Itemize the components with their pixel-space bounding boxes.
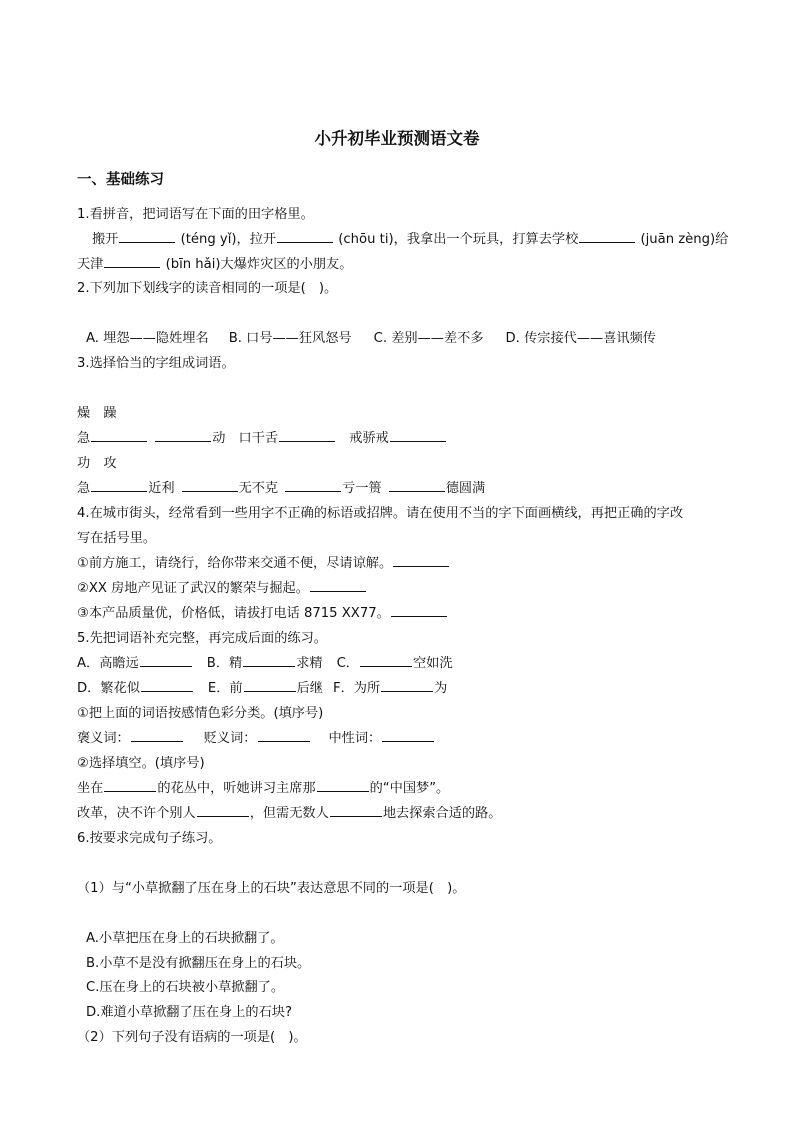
- q5-classify: [77, 727, 435, 746]
- q5-text: D．繁花似: [77, 681, 140, 696]
- answer-blank[interactable]: [244, 679, 296, 692]
- question-6-stem: 6.按要求完成句子练习。: [77, 831, 222, 846]
- answer-blank[interactable]: [389, 479, 445, 492]
- question-1-line-1: [92, 228, 728, 247]
- sentence-text: ①前方施工，请绕行，给你带来交通不便，尽请谅解。: [77, 556, 393, 571]
- answer-blank[interactable]: [285, 479, 341, 492]
- q5-fill-1: [77, 777, 449, 796]
- answer-blank[interactable]: [310, 579, 366, 592]
- q5-text: 求精: [296, 656, 323, 671]
- q5-fill-2: [77, 802, 502, 821]
- question-3-stem: 3.选择恰当的字组成词语。: [77, 356, 235, 371]
- answer-blank[interactable]: [104, 255, 160, 268]
- answer-blank[interactable]: [91, 429, 147, 442]
- answer-blank[interactable]: [104, 779, 156, 792]
- option-c[interactable]: C. 差别——差不多: [373, 331, 484, 346]
- answer-blank[interactable]: [140, 654, 192, 667]
- q5-text: C．: [336, 656, 359, 671]
- answer-blank[interactable]: [391, 604, 447, 617]
- question-2-stem: 2.下列加下划线字的读音相同的一项是( )。: [77, 281, 338, 296]
- q1-text-c: (chōu ti)，我拿出一个玩具，打算去学校: [334, 232, 579, 247]
- q5-text: ，但需无数人: [249, 806, 329, 821]
- q5-text: 后继: [296, 681, 323, 696]
- option-d[interactable]: D. 传宗接代——喜讯频传: [505, 331, 656, 346]
- q3-text: 无不克: [238, 481, 279, 496]
- q3-text: 德圆满: [445, 481, 486, 496]
- q6-part-1: （1）与“小草掀翻了压在身上的石块”表达意思不同的一项是( )。: [77, 881, 466, 896]
- q3-text: 动 口干舌: [212, 431, 279, 446]
- q5-text: B．精: [206, 656, 243, 671]
- answer-blank[interactable]: [197, 804, 249, 817]
- char-group-1-words: [77, 427, 447, 446]
- char-group-2-words: [77, 477, 485, 496]
- answer-blank[interactable]: [279, 429, 335, 442]
- q5-label: 贬义词：: [203, 731, 257, 746]
- q5-text: 坐在: [77, 781, 104, 796]
- q5-text: 改革，决不许个别人: [77, 806, 196, 821]
- question-2-options: [86, 327, 656, 346]
- answer-blank[interactable]: [393, 554, 449, 567]
- q6-option-b[interactable]: B.小草不是没有掀翻压在身上的石块。: [86, 956, 311, 971]
- q5-row-2: [77, 677, 447, 696]
- q1-text-e: 天津: [77, 257, 104, 272]
- answer-blank[interactable]: [258, 729, 310, 742]
- answer-blank[interactable]: [317, 779, 369, 792]
- q4-sentence-2: [77, 577, 367, 596]
- q4-sentence-3: [77, 602, 448, 621]
- question-4-stem: 4.在城市街头，经常看到一些用字不正确的标语或招牌。请在使用不当的字下面画横线，再把正确的字改: [77, 506, 684, 521]
- q6-option-a[interactable]: A.小草把压在身上的石块掀翻了。: [86, 931, 284, 946]
- q5-text: 为: [434, 681, 448, 696]
- answer-blank[interactable]: [330, 804, 382, 817]
- sentence-text: ③本产品质量优，价格低，请拔打电话 8715 XX77。: [77, 606, 390, 621]
- q3-text: 亏一篑: [342, 481, 382, 496]
- q3-text: 急: [77, 431, 91, 446]
- q1-text-d: (juān zèng)给: [636, 232, 729, 247]
- section-heading: 一、基础练习: [77, 172, 164, 188]
- q3-text: 近利: [148, 481, 175, 496]
- q5-label: 褒义词：: [77, 731, 130, 746]
- q5-sub-1: ①把上面的词语按感情色彩分类。(填序号): [77, 706, 324, 721]
- sentence-text: ②XX 房地产见证了武汉的繁荣与掘起。: [77, 581, 309, 596]
- answer-blank[interactable]: [382, 729, 434, 742]
- answer-blank[interactable]: [579, 230, 635, 243]
- q5-text: E．前: [207, 681, 243, 696]
- answer-blank[interactable]: [141, 679, 193, 692]
- q5-text: 空如洗: [413, 656, 453, 671]
- answer-blank[interactable]: [277, 230, 333, 243]
- answer-blank[interactable]: [243, 654, 295, 667]
- q6-option-d[interactable]: D.难道小草掀翻了压在身上的石块?: [86, 1005, 292, 1020]
- answer-blank[interactable]: [360, 654, 412, 667]
- question-4-stem-cont: 写在括号里。: [77, 531, 157, 546]
- q1-text-a: 搬开: [92, 232, 119, 247]
- q3-text: 急: [77, 481, 91, 496]
- q4-sentence-1: [77, 552, 450, 571]
- question-5-stem: 5.先把词语补充完整，再完成后面的练习。: [77, 631, 327, 646]
- answer-blank[interactable]: [91, 479, 147, 492]
- q5-text: A．高瞻远: [77, 656, 139, 671]
- q5-text: 地去探索合适的路。: [382, 806, 502, 821]
- q5-text: F．为所: [333, 681, 381, 696]
- q5-sub-2: ②选择填空。(填序号): [77, 756, 205, 771]
- q5-row-1: [77, 652, 453, 671]
- char-group-1: 燥 躁: [77, 406, 117, 421]
- q5-text: 的“中国梦”。: [369, 781, 450, 796]
- question-1-stem: 1.看拼音，把词语写在下面的田字格里。: [77, 207, 314, 222]
- page-title: 小升初毕业预测语文卷: [314, 129, 480, 148]
- answer-blank[interactable]: [381, 679, 433, 692]
- char-group-2: 功 攻: [77, 456, 117, 471]
- question-1-line-2: [77, 253, 352, 272]
- option-a[interactable]: A. 埋怨——隐姓埋名: [86, 331, 209, 346]
- q6-option-c[interactable]: C.压在身上的石块被小草掀翻了。: [86, 980, 285, 995]
- option-b[interactable]: B. 口号——狂风怒号: [228, 331, 352, 346]
- q5-text: 的花丛中，听她讲习主席那: [157, 781, 316, 796]
- q6-part-2: （2）下列句子没有语病的一项是( )。: [77, 1030, 307, 1045]
- q1-text-f: (bīn hǎi)大爆炸灾区的小朋友。: [161, 257, 353, 272]
- answer-blank[interactable]: [155, 429, 211, 442]
- q1-text-b: (téng yǐ)，拉开: [176, 232, 277, 247]
- answer-blank[interactable]: [390, 429, 446, 442]
- answer-blank[interactable]: [131, 729, 183, 742]
- answer-blank[interactable]: [182, 479, 238, 492]
- answer-blank[interactable]: [119, 230, 175, 243]
- q3-text: 戒骄戒: [336, 431, 389, 446]
- q5-label: 中性词：: [328, 731, 382, 746]
